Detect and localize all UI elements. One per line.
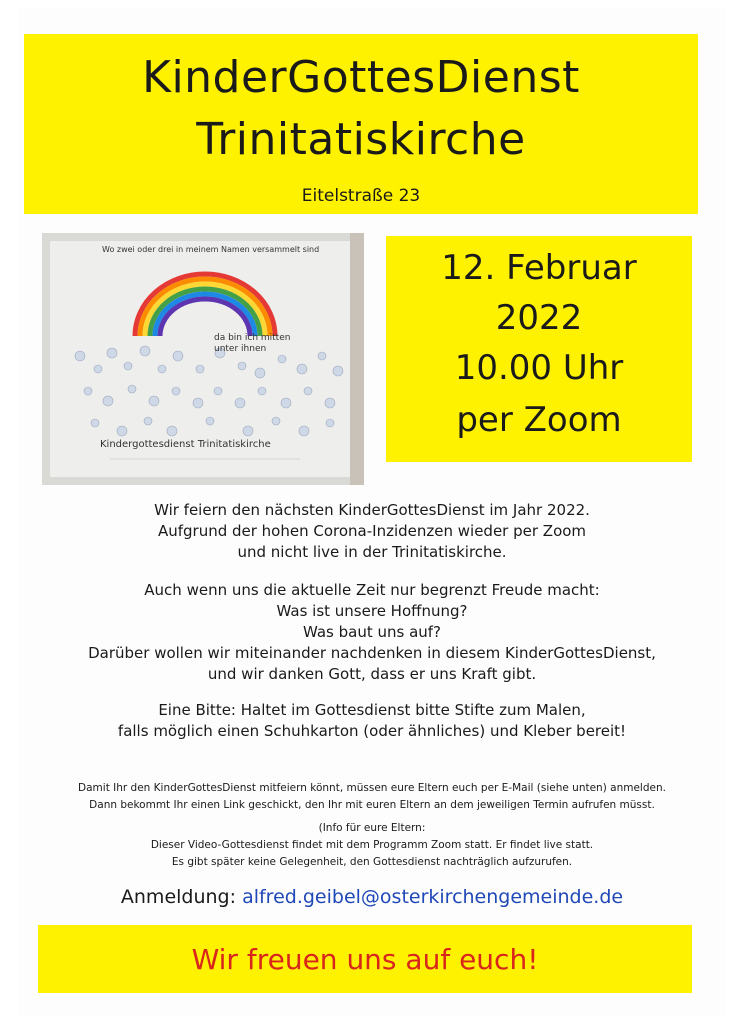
paragraph-intro: [40, 500, 704, 563]
banner-mid-text-2: unter ihnen: [214, 344, 267, 354]
title-banner: [24, 34, 698, 214]
text-line: Was baut uns auf?: [302, 623, 442, 641]
title-line-2: Trinitatiskirche: [196, 114, 526, 165]
signup-label: Anmeldung:: [120, 886, 237, 908]
banner-mid-text: [214, 333, 290, 355]
text-line: Es gibt später keine Gelegenheit, den Gottesdienst nachträglich aufzurufen.: [171, 856, 573, 868]
event-mode: per Zoom: [456, 400, 622, 440]
note-parents: [30, 820, 714, 871]
text-line: (Info für eure Eltern:: [318, 822, 426, 834]
event-date: 12. Februar: [441, 248, 637, 288]
paragraph-hope: [40, 580, 704, 685]
text-line: Wir feiern den nächsten KinderGottesDienst im Jahr 2022.: [154, 501, 590, 519]
banner-photo: [42, 233, 364, 485]
text-line: und nicht live in der Trinitatiskirche.: [237, 543, 507, 561]
signup-email-link[interactable]: alfred.geibel@osterkirchengemeinde.de: [242, 886, 624, 908]
title-line-1: KinderGottesDienst: [142, 52, 580, 103]
text-line: Dieser Video-Gottesdienst findet mit dem Programm Zoom statt. Er findet live statt.: [150, 839, 594, 851]
text-line: Darüber wollen wir miteinander nachdenken in diesem KinderGottesDienst,: [88, 644, 656, 662]
signup-line: [0, 886, 744, 908]
text-line: Auch wenn uns die aktuelle Zeit nur begrenzt Freude macht:: [144, 581, 600, 599]
note-registration: [30, 780, 714, 814]
frame-edge: [350, 233, 364, 485]
event-time: 10.00 Uhr: [454, 348, 624, 388]
text-line: falls möglich einen Schuhkarton (oder ähnliches) und Kleber bereit!: [117, 722, 627, 740]
event-year: 2022: [495, 298, 583, 338]
banner-footer-text: Kindergottesdienst Trinitatiskirche: [100, 439, 271, 450]
text-line: Eine Bitte: Haltet im Gottesdienst bitte Stifte zum Malen,: [158, 701, 586, 719]
date-banner: [386, 236, 692, 462]
address: Eitelstraße 23: [301, 186, 421, 206]
text-line: Was ist unsere Hoffnung?: [276, 602, 468, 620]
text-line: Damit Ihr den KinderGottesDienst mitfeiern könnt, müssen eure Eltern euch per E-Mail (siehe unten) anmelden.: [78, 782, 666, 794]
banner-mid-text-1: da bin ich mitten: [214, 333, 291, 343]
text-line: Aufgrund der hohen Corona-Inzidenzen wieder per Zoom: [157, 522, 587, 540]
paragraph-request: [40, 700, 704, 742]
footer-message: Wir freuen uns auf euch!: [191, 943, 539, 976]
banner-arc-text: Wo zwei oder drei in meinem Namen versammelt sind: [102, 245, 320, 254]
text-line: Dann bekommt Ihr einen Link geschickt, den Ihr mit euren Eltern an dem jeweiligen Termin aufrufen müsst.: [89, 799, 655, 811]
text-line: und wir danken Gott, dass er uns Kraft gibt.: [207, 665, 537, 683]
footer-banner: [38, 925, 692, 993]
